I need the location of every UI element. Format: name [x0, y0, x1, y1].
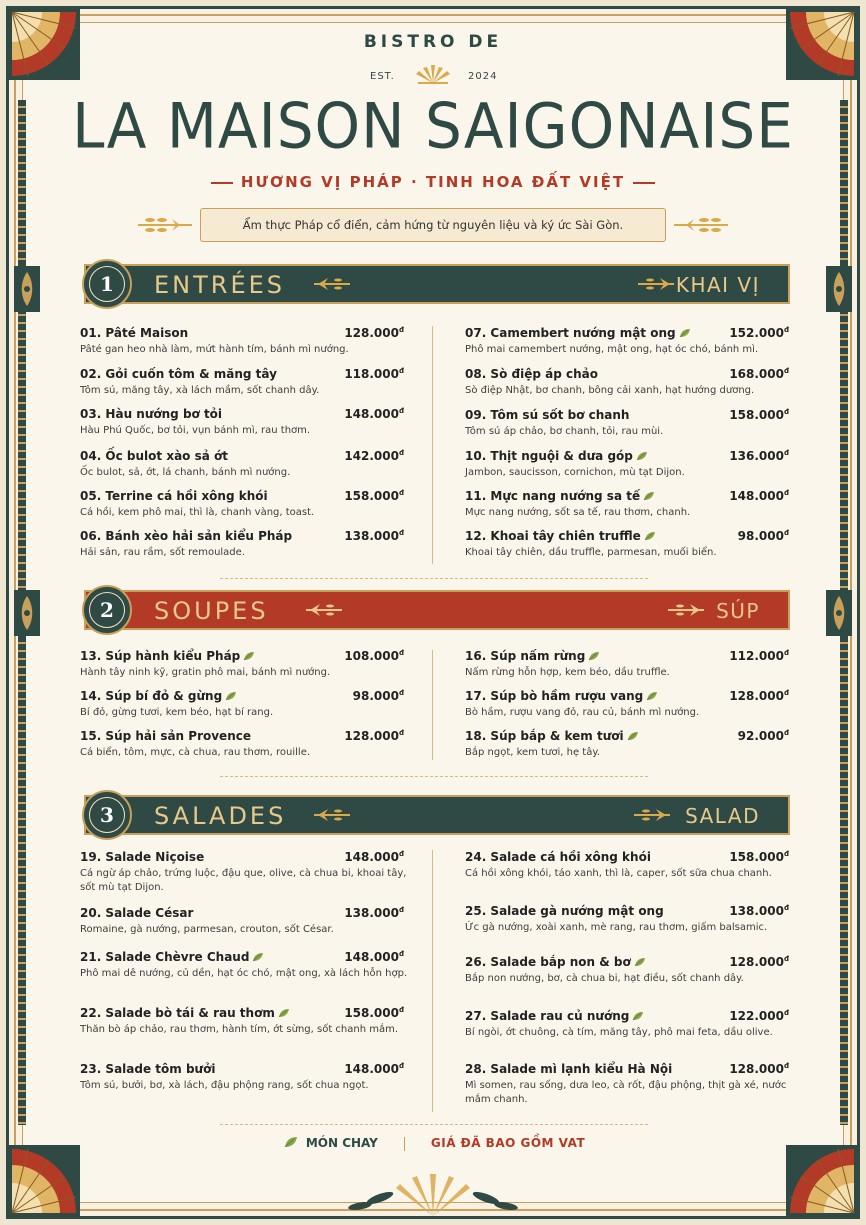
section-separator — [220, 776, 648, 777]
menu-item-price: $148.000^đ$ — [344, 850, 404, 864]
menu-item — [80, 449, 410, 480]
menu-item-name: 14. Súp bí đỏ & gừng — [80, 689, 410, 703]
menu-item — [465, 689, 795, 720]
arrow-ornament-icon — [306, 602, 346, 618]
tagline-row — [0, 172, 866, 191]
fleur-ornament-icon — [14, 266, 40, 312]
menu-item-description: Mực nang nướng, sốt sa tế, rau thơm, chanh. — [465, 507, 691, 518]
menu-item — [465, 1009, 795, 1040]
menu-item — [465, 955, 795, 986]
fan-corner-ornament-icon — [8, 1145, 80, 1217]
menu-item-description: Bí ngòi, ớt chuông, cà tím, măng tây, phô mai feta, dầu olive. — [465, 1027, 773, 1038]
menu-item-description: Bắp non nướng, bơ, cà chua bi, hạt điều, sốt chanh dây. — [465, 973, 744, 984]
menu-item-description: Nấm rừng hỗn hợp, kem béo, dầu truffle. — [465, 667, 670, 678]
section-number-badge — [82, 585, 132, 635]
est-year: 2024 — [468, 71, 498, 82]
fleur-ornament-icon — [14, 590, 40, 636]
intro-description: Ẩm thực Pháp cổ điển, cảm hứng từ nguyên liệu và ký ức Sài Gòn. — [200, 208, 666, 242]
leaf-icon — [243, 651, 255, 661]
leaf-icon — [252, 952, 264, 962]
menu-item-price: $158.000^đ$ — [344, 1006, 404, 1020]
menu-item-price: $138.000^đ$ — [344, 906, 404, 920]
menu-item — [80, 367, 410, 398]
menu-item-name: 09. Tôm sú sốt bơ chanh — [465, 408, 630, 422]
section-number-badge — [82, 259, 132, 309]
menu-item-description: Sò điệp Nhật, bơ chanh, bông cải xanh, hạt hướng dương. — [465, 385, 755, 396]
menu-item — [80, 489, 410, 520]
leaf-icon — [643, 491, 655, 501]
menu-item-price: $168.000^đ$ — [729, 367, 789, 381]
leaf-icon — [632, 1011, 644, 1021]
menu-item-name: 11. Mực nang nướng sa tế — [465, 489, 795, 503]
fleur-ornament-icon — [826, 590, 852, 636]
menu-item-price: $92.000^đ$ — [737, 729, 789, 743]
menu-item — [80, 689, 410, 720]
menu-item-price: $138.000^đ$ — [729, 904, 789, 918]
menu-item-description: Tôm sú áp chảo, bơ chanh, tỏi, rau mùi. — [465, 426, 664, 437]
menu-item-price: $148.000^đ$ — [729, 489, 789, 503]
leaf-icon — [627, 731, 639, 741]
menu-item-name: 05. Terrine cá hồi xông khói — [80, 489, 268, 503]
section-banner-entrees — [74, 264, 790, 304]
menu-item-description: Thăn bò áp chảo, rau thơm, hành tím, ớt sừng, sốt chanh mắm. — [80, 1024, 399, 1035]
column-divider — [432, 326, 433, 564]
menu-item — [465, 850, 795, 881]
menu-item-description: Romaine, gà nướng, parmesan, crouton, sốt César. — [80, 924, 334, 935]
menu-item-name: 24. Salade cá hồi xông khói — [465, 850, 651, 864]
menu-item — [80, 407, 410, 438]
menu-item-name: 17. Súp bò hầm rượu vang — [465, 689, 795, 703]
footer-veg-label: MÓN CHAY — [305, 1136, 378, 1150]
fan-corner-ornament-icon — [786, 1145, 858, 1217]
menu-item-description: Bắp ngọt, kem tươi, hẹ tây. — [465, 747, 601, 758]
menu-item-name: 21. Salade Chèvre Chaud — [80, 950, 410, 964]
brand-subtitle: BISTRO DE — [363, 32, 503, 52]
menu-item-price: $148.000^đ$ — [344, 950, 404, 964]
section-number: 3 — [89, 797, 125, 833]
menu-item-description: Hải sản, rau rầm, sốt remoulade. — [80, 547, 245, 558]
leaf-icon — [588, 651, 600, 661]
section-subtitle: SÚP — [716, 599, 760, 623]
section-number-badge — [82, 790, 132, 840]
menu-item-price: $152.000^đ$ — [729, 326, 789, 340]
menu-item-name: 07. Camembert nướng mật ong — [465, 326, 795, 340]
menu-item-name: 03. Hàu nướng bơ tỏi — [80, 407, 223, 421]
menu-item-description: Tôm sú, bưởi, bơ, xà lách, đậu phộng rang, sốt chua ngọt. — [80, 1080, 369, 1091]
menu-item-description: Phô mai camembert nướng, mật ong, hạt óc chó, bánh mì. — [465, 344, 759, 355]
section-subtitle: SALAD — [685, 804, 760, 828]
leaf-icon — [636, 451, 648, 461]
menu-item-name: 19. Salade Niçoise — [80, 850, 205, 864]
tagline-dash — [211, 182, 233, 184]
section-banner-soupes — [74, 590, 790, 630]
menu-item — [80, 326, 410, 357]
menu-item-name: 18. Súp bắp & kem tươi — [465, 729, 795, 743]
est-row — [0, 63, 866, 89]
menu-item-name: 13. Súp hành kiểu Pháp — [80, 649, 410, 663]
menu-item-description: Cá hồi, kem phô mai, thì là, chanh vàng, toast. — [80, 507, 315, 518]
menu-item — [465, 529, 795, 560]
menu-item-price: $158.000^đ$ — [729, 408, 789, 422]
menu-item-price: $128.000^đ$ — [729, 955, 789, 969]
menu-item — [465, 367, 795, 398]
menu-item-name: 23. Salade tôm bưởi — [80, 1062, 216, 1076]
menu-item-price: $128.000^đ$ — [344, 326, 404, 340]
menu-item — [465, 408, 795, 439]
arrow-ornament-icon — [314, 276, 354, 292]
menu-item-name: 04. Ốc bulot xào sả ớt — [80, 449, 228, 463]
section-subtitle: KHAI VỊ — [675, 273, 760, 297]
menu-footer — [0, 1136, 866, 1151]
menu-item-description: Bò hầm, rượu vang đỏ, rau củ, bánh mì nướng. — [465, 707, 700, 718]
section-banner-salades — [74, 795, 790, 835]
menu-item — [80, 1006, 410, 1037]
menu-item — [80, 850, 410, 895]
menu-item-description: Hàu Phú Quốc, bơ tỏi, vụn bánh mì, rau thơm. — [80, 425, 311, 436]
menu-item-price: $128.000^đ$ — [344, 729, 404, 743]
leaf-icon — [278, 1008, 290, 1018]
menu-item-price: $122.000^đ$ — [729, 1009, 789, 1023]
menu-item-description: Pâté gan heo nhà làm, mứt hành tím, bánh mì nướng. — [80, 344, 349, 355]
leaf-icon — [679, 328, 691, 338]
tagline-dash — [633, 182, 655, 184]
leaf-icon — [225, 691, 237, 701]
menu-item-name: 01. Pâté Maison — [80, 326, 189, 340]
leaf-icon — [634, 957, 646, 967]
fleur-ornament-icon — [826, 266, 852, 312]
laurel-ornament-icon — [136, 213, 194, 237]
menu-item-description: Hành tây ninh kỹ, gratin phô mai, bánh mì nướng. — [80, 667, 331, 678]
section-separator — [220, 578, 648, 579]
menu-item-price: $158.000^đ$ — [344, 489, 404, 503]
menu-item-description: Jambon, saucisson, cornichon, mù tạt Dijon. — [465, 467, 685, 478]
menu-item-name: 02. Gỏi cuốn tôm & măng tây — [80, 367, 277, 381]
est-label: EST. — [370, 71, 395, 82]
arrow-ornament-icon — [630, 807, 670, 823]
menu-item — [80, 649, 410, 680]
menu-item-name: 28. Salade mì lạnh kiểu Hà Nội — [465, 1062, 673, 1076]
menu-item-description: Khoai tây chiên, dầu truffle, parmesan, muối biển. — [465, 547, 717, 558]
leaf-icon — [646, 691, 658, 701]
menu-item-name: 20. Salade César — [80, 906, 194, 920]
menu-item-price: $118.000^đ$ — [344, 367, 404, 381]
section-title: SOUPES — [154, 597, 269, 625]
menu-item-name: 08. Sò điệp áp chảo — [465, 367, 598, 381]
tagline: HƯƠNG VỊ PHÁP · TINH HOA ĐẤT VIỆT — [240, 173, 626, 191]
menu-item-price: $98.000^đ$ — [737, 529, 789, 543]
section-number: 1 — [89, 266, 125, 302]
menu-item-description: Phô mai dê nướng, củ dền, hạt óc chó, mật ong, xà lách hỗn hợp. — [80, 968, 408, 979]
footer-vat-label: GIÁ ĐÃ BAO GỒM VAT — [430, 1136, 586, 1150]
menu-item-name: 12. Khoai tây chiên truffle — [465, 529, 795, 543]
menu-item-description: Tôm sú, măng tây, xà lách mầm, sốt chanh dây. — [80, 385, 320, 396]
menu-item-name: 10. Thịt nguội & dưa góp — [465, 449, 795, 463]
restaurant-title: LA MAISON SAIGONAISE — [72, 89, 794, 163]
column-divider — [432, 850, 433, 1112]
menu-item-price: $148.000^đ$ — [344, 1062, 404, 1076]
menu-item-price: $112.000^đ$ — [729, 649, 789, 663]
menu-item — [80, 729, 410, 760]
section-separator — [220, 1124, 648, 1125]
menu-item — [80, 906, 410, 937]
menu-item-price: $128.000^đ$ — [729, 689, 789, 703]
laurel-ornament-icon — [672, 213, 730, 237]
menu-item — [80, 529, 410, 560]
menu-item-description: Cá biển, tôm, mực, cà chua, rau thơm, rouille. — [80, 747, 311, 758]
menu-item — [80, 950, 410, 981]
section-number: 2 — [89, 592, 125, 628]
menu-item-name: 26. Salade bắp non & bơ — [465, 955, 795, 969]
menu-item — [465, 649, 795, 680]
menu-item-price: $98.000^đ$ — [352, 689, 404, 703]
menu-item-price: $158.000^đ$ — [729, 850, 789, 864]
menu-item-description: Cá hồi xông khói, táo xanh, thì là, caper, sốt sữa chua chanh. — [465, 868, 772, 879]
sunburst-icon — [320, 1158, 546, 1218]
menu-item-description: Mì somen, rau sống, dưa leo, cà rốt, đậu phộng, thịt gà xé, nước mắm chanh. — [465, 1080, 787, 1105]
menu-item — [80, 1062, 410, 1093]
menu-item-name: 27. Salade rau củ nướng — [465, 1009, 795, 1023]
menu-item-price: $142.000^đ$ — [344, 449, 404, 463]
menu-item — [465, 729, 795, 760]
menu-item — [465, 326, 795, 357]
menu-item-description: Bí đỏ, gừng tươi, kem béo, hạt bí rang. — [80, 707, 274, 718]
menu-item-price: $138.000^đ$ — [344, 529, 404, 543]
menu-item-price: $148.000^đ$ — [344, 407, 404, 421]
menu-item — [465, 489, 795, 520]
leaf-icon — [644, 531, 656, 541]
menu-item-description: Cá ngừ áp chảo, trứng luộc, đậu que, olive, cà chua bi, khoai tây, sốt mù tạt Dijon. — [80, 868, 407, 893]
menu-item-price: $136.000^đ$ — [729, 449, 789, 463]
arrow-ornament-icon — [314, 807, 354, 823]
menu-item — [465, 904, 795, 935]
section-title: ENTRÉES — [154, 271, 286, 299]
menu-item-name: 16. Súp nấm rừng — [465, 649, 795, 663]
menu-item-name: 15. Súp hải sản Provence — [80, 729, 251, 743]
arrow-ornament-icon — [664, 602, 704, 618]
menu-item-description: Ức gà nướng, xoài xanh, mè rang, rau thơm, giấm balsamic. — [465, 922, 768, 933]
menu-item-price: $108.000^đ$ — [344, 649, 404, 663]
menu-item-name: 22. Salade bò tái & rau thơm — [80, 1006, 410, 1020]
menu-item-description: Ốc bulot, sả, ớt, lá chanh, bánh mì nướng. — [80, 467, 291, 478]
leaf-icon — [284, 1136, 298, 1148]
footer-separator — [404, 1137, 405, 1151]
menu-item-name: 06. Bánh xèo hải sản kiểu Pháp — [80, 529, 293, 543]
menu-item — [465, 449, 795, 480]
menu-item-name: 25. Salade gà nướng mật ong — [465, 904, 664, 918]
menu-item — [465, 1062, 795, 1107]
sunburst-icon — [412, 63, 454, 85]
section-title: SALADES — [154, 802, 287, 830]
menu-item-price: $128.000^đ$ — [729, 1062, 789, 1076]
column-divider — [432, 650, 433, 760]
arrow-ornament-icon — [634, 276, 674, 292]
